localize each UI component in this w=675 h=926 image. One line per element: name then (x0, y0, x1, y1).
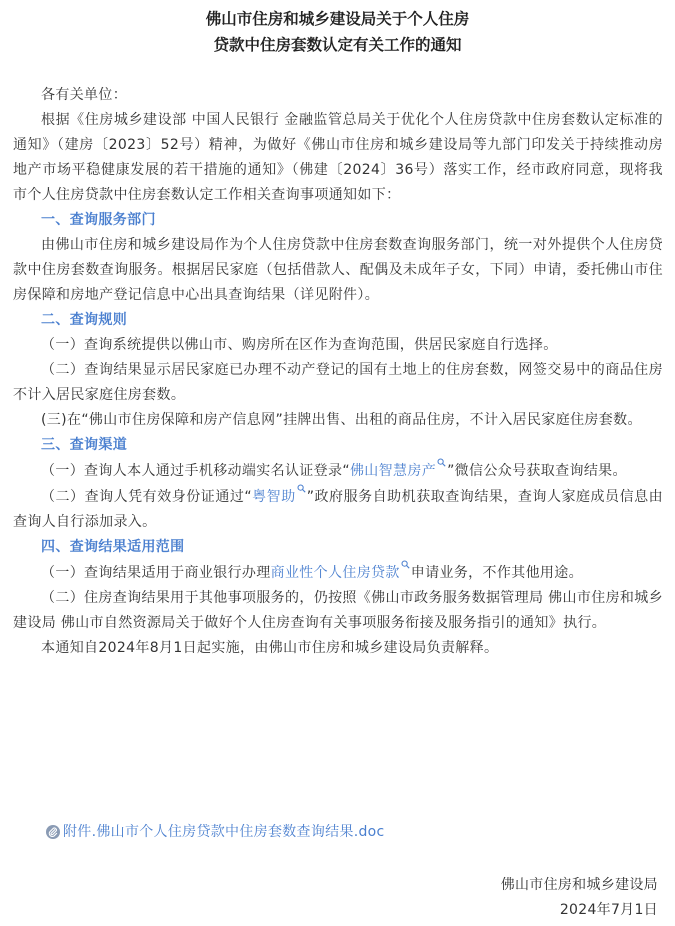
section-4-paragraph-1 (13, 560, 663, 586)
signature-org: 佛山市住房和城乡建设局 (500, 877, 658, 893)
section-3-p2-before: （二）查询人凭有效身份证通过“ (41, 489, 252, 505)
section-3-p1-before: （一）查询人本人通过手机移动端实名认证登录“ (41, 463, 350, 479)
search-icon[interactable] (437, 458, 446, 467)
search-icon[interactable] (297, 484, 306, 493)
section-heading-4: 四、查询结果适用范围 (41, 539, 185, 555)
section-4-paragraph-2: （二）住房查询结果用于其他事项服务的，仍按照《佛山市政务服务数据管理局 佛山市住房和城乡建设局 佛山市自然资源局关于做好个人住房查询有关事项服务衔接及服务指引的通知》执行。 (13, 590, 663, 631)
section-heading-2: 二、查询规则 (41, 312, 128, 328)
section-2-paragraph-3: (三)在“佛山市住房保障和房产信息网”挂牌出售、出租的商品住房，不计入居民家庭住房套数。 (41, 412, 642, 428)
commercial-housing-loan-link[interactable]: 商业性个人住房贷款 (270, 565, 400, 581)
effective-note: 本通知自2024年8月1日起实施，由佛山市住房和城乡建设局负责解释。 (41, 640, 499, 656)
paperclip-icon (46, 825, 60, 839)
signature-date: 2024年7月1日 (559, 902, 658, 918)
notice-body (13, 83, 663, 661)
section-3-p2-after: ”政府服务自助机获取查询结果，查询人家庭成员信息由查询人自行添加录入。 (13, 489, 663, 530)
section-3-paragraph-1 (13, 458, 663, 484)
salutation: 各有关单位： (41, 87, 128, 103)
attachment-link[interactable] (46, 821, 385, 843)
page-title (0, 0, 675, 58)
attachment-label[interactable]: 附件.佛山市个人住房贷款中住房套数查询结果.doc (63, 824, 385, 840)
section-2-paragraph-2: （二）查询结果显示居民家庭已办理不动产登记的国有土地上的住房套数，网签交易中的商品住房不计入居民家庭住房套数。 (13, 362, 663, 403)
intro-paragraph: 根据《住房城乡建设部 中国人民银行 金融监管总局关于优化个人住房贷款中住房套数认定标准的通知》（建房〔2023〕52号）精神，为做好《佛山市住房和城乡建设局等九部门印发关于持续推动房地产市场平稳健康发展的若干措施的通知》（佛建〔2024〕36号）落实工作，经市政府同意，现将我市个人住房贷款中住房套数认定工作相关查询事项通知如下： (13, 112, 663, 203)
section-3-paragraph-2 (13, 484, 663, 535)
title-line-1: 佛山市住房和城乡建设局关于个人住房 (205, 10, 470, 28)
section-heading-3: 三、查询渠道 (41, 437, 128, 453)
section-4-p1-before: （一）查询结果适用于商业银行办理 (41, 565, 271, 581)
section-4-p1-after: 申请业务，不作其他用途。 (410, 565, 583, 581)
title-line-2: 贷款中住房套数认定有关工作的通知 (213, 36, 462, 54)
section-2-paragraph-1: （一）查询系统提供以佛山市、购房所在区作为查询范围，供居民家庭自行选择。 (41, 337, 558, 353)
section-1-paragraph-1: 由佛山市住房和城乡建设局作为个人住房贷款中住房套数查询服务部门，统一对外提供个人住房贷款中住房套数查询服务。根据居民家庭（包括借款人、配偶及未成年子女，下同）申请，委托佛山市住房保障和房地产登记信息中心出具查询结果（详见附件）。 (13, 237, 663, 303)
yue-zhi-zhu-link[interactable]: 粤智助 (251, 489, 296, 505)
section-heading-1: 一、查询服务部门 (41, 212, 156, 228)
search-icon[interactable] (401, 560, 410, 569)
section-3-p1-after: ”微信公众号获取查询结果。 (447, 463, 627, 479)
signature (501, 873, 658, 923)
foshan-smart-housing-link[interactable]: 佛山智慧房产 (349, 463, 437, 479)
